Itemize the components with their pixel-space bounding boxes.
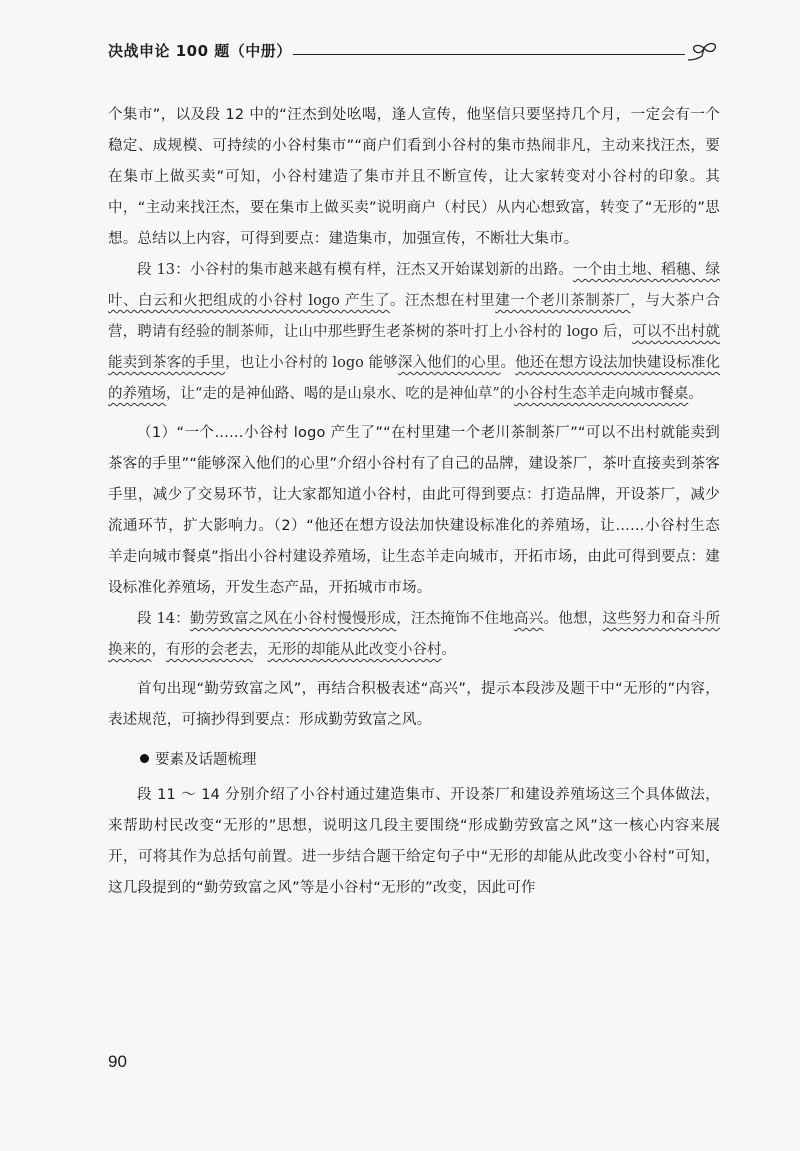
segment-14-text-e: ， <box>253 642 268 658</box>
segment-14-text-c: 。他想， <box>543 611 603 627</box>
underlined-phrase: 他还在想方设法加快建设标准化的养殖场 <box>108 355 721 402</box>
underlined-phrase: 勤劳致富之风在小谷村慢慢形成 <box>189 611 397 627</box>
sprout-icon <box>686 38 722 68</box>
paragraph-analysis-14: 首句出现“勤劳致富之风”，再结合积极表述“高兴”，提示本段涉及题干中“无形的”内容，表述规范，可摘抄得到要点：形成勤劳致富之风。 <box>108 681 720 728</box>
segment-13-text-f: ，让“走的是神仙路、喝的是山泉水、吃的是神仙草”的 <box>166 386 515 402</box>
underlined-phrase: 高兴 <box>514 611 544 627</box>
section-heading-text: 要素及话题梳理 <box>155 752 257 768</box>
underlined-phrase: 建一个老川茶制茶厂 <box>495 293 631 309</box>
segment-13-text-b: 。汪杰想在村里 <box>390 293 496 309</box>
page-number: 90 <box>108 1052 127 1071</box>
underlined-phrase: 可以不出村就能卖到茶客的手里 <box>108 324 720 371</box>
underlined-phrase: 有形的会老去 <box>166 642 253 658</box>
book-title: 决战申论 100 题（中册） <box>108 42 292 60</box>
section-heading <box>140 746 720 774</box>
header-rule <box>293 54 685 55</box>
paragraph-segment-13 <box>108 255 720 410</box>
segment-13-text-d: ，也让小谷村的 logo 能够 <box>225 355 398 371</box>
segment-14-text-d: ， <box>151 642 166 658</box>
bullet-icon <box>140 754 149 763</box>
running-header <box>108 38 720 66</box>
underlined-phrase: 无形的却能从此改变小谷村 <box>267 642 442 658</box>
underlined-phrase: 这些努力和奋斗所换来的 <box>108 611 721 658</box>
paragraph-segment-14 <box>108 604 720 666</box>
underlined-phrase: 一个由土地、稻穗、绿叶、白云和火把组成的小谷村 logo 产生了 <box>108 262 720 309</box>
segment-14-text-b: ，汪杰掩饰不住地 <box>396 611 515 627</box>
underlined-phrase: 深入他们的心里 <box>397 355 501 371</box>
segment-13-text-c: ，与大茶户合营，聘请有经验的制茶师，让山中那些野生老茶树的茶叶打上小谷村的 logo 后， <box>108 293 721 340</box>
segment-13-text-g: 。 <box>688 386 703 402</box>
paragraph-analysis-12: 个集市”，以及段 12 中的“汪杰到处吆喝，逢人宣传，他坚信只要坚持几个月，一定会有一个稳定、成规模、可持续的小谷村集市”“商户们看到小谷村的集市热闹非凡，主动来找汪杰，要在集市上做买卖”可知，小谷村建造了集市并且不断宣传，让大家转变对小谷村的印象。其中，“主动来找汪杰，要在集市上做买卖”说明商户（村民）从内心想致富，转变了“无形的”思想。总结以上内容，可得到要点：建造集市，加强宣传，不断壮大集市。 <box>108 107 720 247</box>
paragraph-summary: 段 11 ～ 14 分别介绍了小谷村通过建造集市、开设茶厂和建设养殖场这三个具体做法，来帮助村民改变“无形的”思想，说明这几段主要围绕“形成勤劳致富之风”这一核心内容来展开，可将其作为总括句前置。进一步结合题干给定句子中“无形的却能从此改变小谷村”可知，这几段提到的“勤劳致富之风”等是小谷村“无形的”改变，因此可作 <box>108 787 720 896</box>
segment-14-text-a: 段 14： <box>137 611 190 627</box>
paragraph-analysis-13: （1）“一个……小谷村 logo 产生了”“在村里建一个老川茶制茶厂”“可以不出村就能卖到茶客的手里”“能够深入他们的心里”介绍小谷村有了自己的品牌，建设茶厂，茶叶直接卖到茶客手里，减少了交易环节，让大家都知道小谷村，由此可得到要点：打造品牌，开设茶厂，减少流通环节，扩大影响力。（2）“他还在想方设法加快建设标准化的养殖场，让……小谷村生态羊走向城市餐桌”指出小谷村建设养殖场，让生态羊走向城市，开拓市场，由此可得到要点：建设标准化养殖场，开发生态产品，开拓城市市场。 <box>108 425 720 596</box>
page-body <box>108 100 720 904</box>
segment-14-text-f: 。 <box>441 642 456 658</box>
segment-13-text-a: 段 13：小谷村的集市越来越有模有样，汪杰又开始谋划新的出路。 <box>137 262 573 278</box>
underlined-phrase: 小谷村生态羊走向城市餐桌 <box>514 386 689 402</box>
segment-13-text-e: 。 <box>500 355 516 371</box>
